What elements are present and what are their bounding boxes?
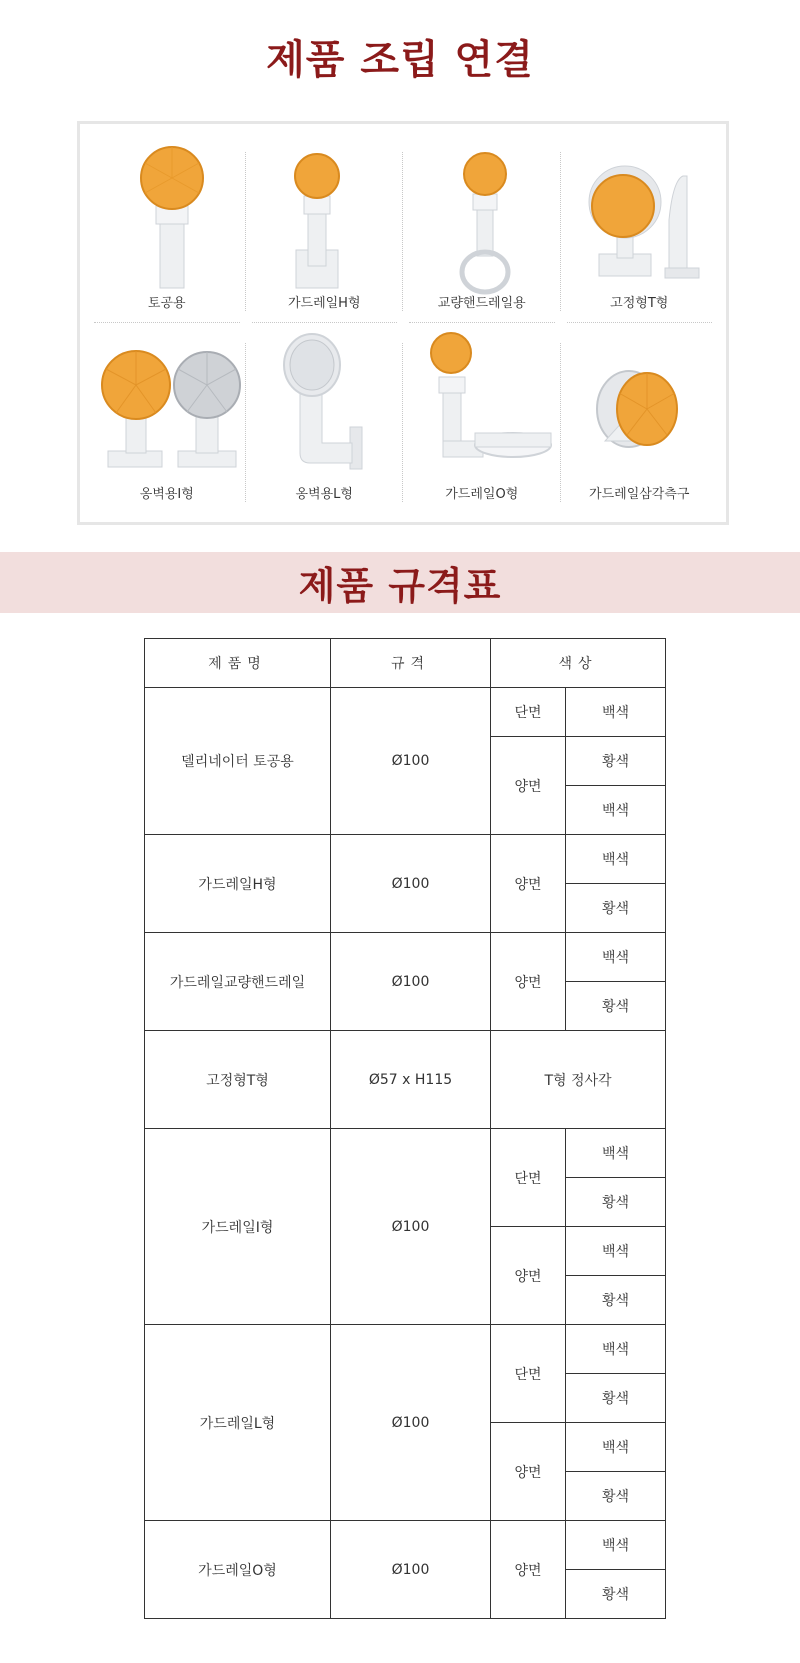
side-type-cell: 양면	[491, 1227, 566, 1325]
product-name-cell: 가드레일H형	[145, 835, 331, 933]
gallery-item-guardrail-triangle	[561, 323, 719, 514]
gallery-label: 교량핸드레일용	[437, 296, 526, 311]
product-name-cell: 가드레일교량핸드레일	[145, 933, 331, 1031]
color-cell: 황색	[566, 1570, 666, 1619]
gallery-item-fixed-t	[561, 132, 719, 323]
gallery-item-earthwork	[88, 132, 246, 323]
side-type-cell: 단면	[491, 1129, 566, 1227]
product-name-cell: 고정형T형	[145, 1031, 331, 1129]
header-color: 색상	[491, 639, 666, 688]
color-cell: 황색	[566, 1178, 666, 1227]
table-row	[145, 1521, 666, 1570]
gallery-item-retaining-l	[246, 323, 404, 514]
side-type-cell: 단면	[491, 1325, 566, 1423]
side-type-cell: 양면	[491, 933, 566, 1031]
color-cell: 백색	[566, 933, 666, 982]
product-name-cell: 가드레일I형	[145, 1129, 331, 1325]
product-name-cell: 가드레일O형	[145, 1521, 331, 1619]
spec-cell: Ø100	[331, 1129, 491, 1325]
header-spec: 규격	[331, 639, 491, 688]
gallery-item-bridge-handrail	[403, 132, 561, 323]
gallery-label: 가드레일O형	[445, 487, 519, 502]
spec-cell: Ø100	[331, 933, 491, 1031]
color-cell: 백색	[566, 1129, 666, 1178]
table-row	[145, 1325, 666, 1374]
table-row	[145, 1129, 666, 1178]
color-cell: 백색	[566, 1227, 666, 1276]
header-product-name: 제품명	[145, 639, 331, 688]
color-cell: 백색	[566, 1521, 666, 1570]
gallery-item-retaining-i	[88, 323, 246, 514]
gallery-label: 고정형T형	[610, 296, 669, 311]
side-type-cell: 단면	[491, 688, 566, 737]
color-cell: 황색	[566, 1276, 666, 1325]
gallery-label: 가드레일H형	[287, 296, 361, 311]
gallery-label: 가드레일삼각측구	[589, 487, 690, 502]
table-row	[145, 688, 666, 737]
side-type-cell: 양면	[491, 737, 566, 835]
spec-title: 제품 규격표	[298, 564, 502, 608]
gallery-label: 옹벽용I형	[139, 487, 194, 502]
color-cell: 백색	[566, 688, 666, 737]
spec-cell: Ø100	[331, 1521, 491, 1619]
table-row	[145, 933, 666, 982]
table-row	[145, 835, 666, 884]
assembly-title: 제품 조립 연결	[266, 37, 534, 83]
side-type-cell: 양면	[491, 1423, 566, 1521]
color-cell: 황색	[566, 884, 666, 933]
table-header-row	[145, 639, 666, 688]
color-cell: 황색	[566, 1472, 666, 1521]
color-cell: 황색	[566, 1374, 666, 1423]
color-cell: 백색	[566, 835, 666, 884]
spec-cell: Ø57 x H115	[331, 1031, 491, 1129]
product-name-cell: 가드레일L형	[145, 1325, 331, 1521]
color-cell: T형 정사각	[491, 1031, 666, 1129]
color-cell: 백색	[566, 1423, 666, 1472]
color-cell: 백색	[566, 786, 666, 835]
side-type-cell: 양면	[491, 1521, 566, 1619]
spec-table	[144, 638, 666, 1619]
spec-cell: Ø100	[331, 1325, 491, 1521]
table-row	[145, 1031, 666, 1129]
gallery-label: 토공용	[147, 296, 186, 311]
product-name-cell: 델리네이터 토공용	[145, 688, 331, 835]
gallery-item-guardrail-o	[403, 323, 561, 514]
color-cell: 황색	[566, 737, 666, 786]
spec-cell: Ø100	[331, 688, 491, 835]
gallery-item-guardrail-h	[246, 132, 404, 323]
spec-cell: Ø100	[331, 835, 491, 933]
color-cell: 백색	[566, 1325, 666, 1374]
product-gallery	[77, 121, 729, 525]
color-cell: 황색	[566, 982, 666, 1031]
side-type-cell: 양면	[491, 835, 566, 933]
gallery-label: 옹벽용L형	[295, 487, 353, 502]
